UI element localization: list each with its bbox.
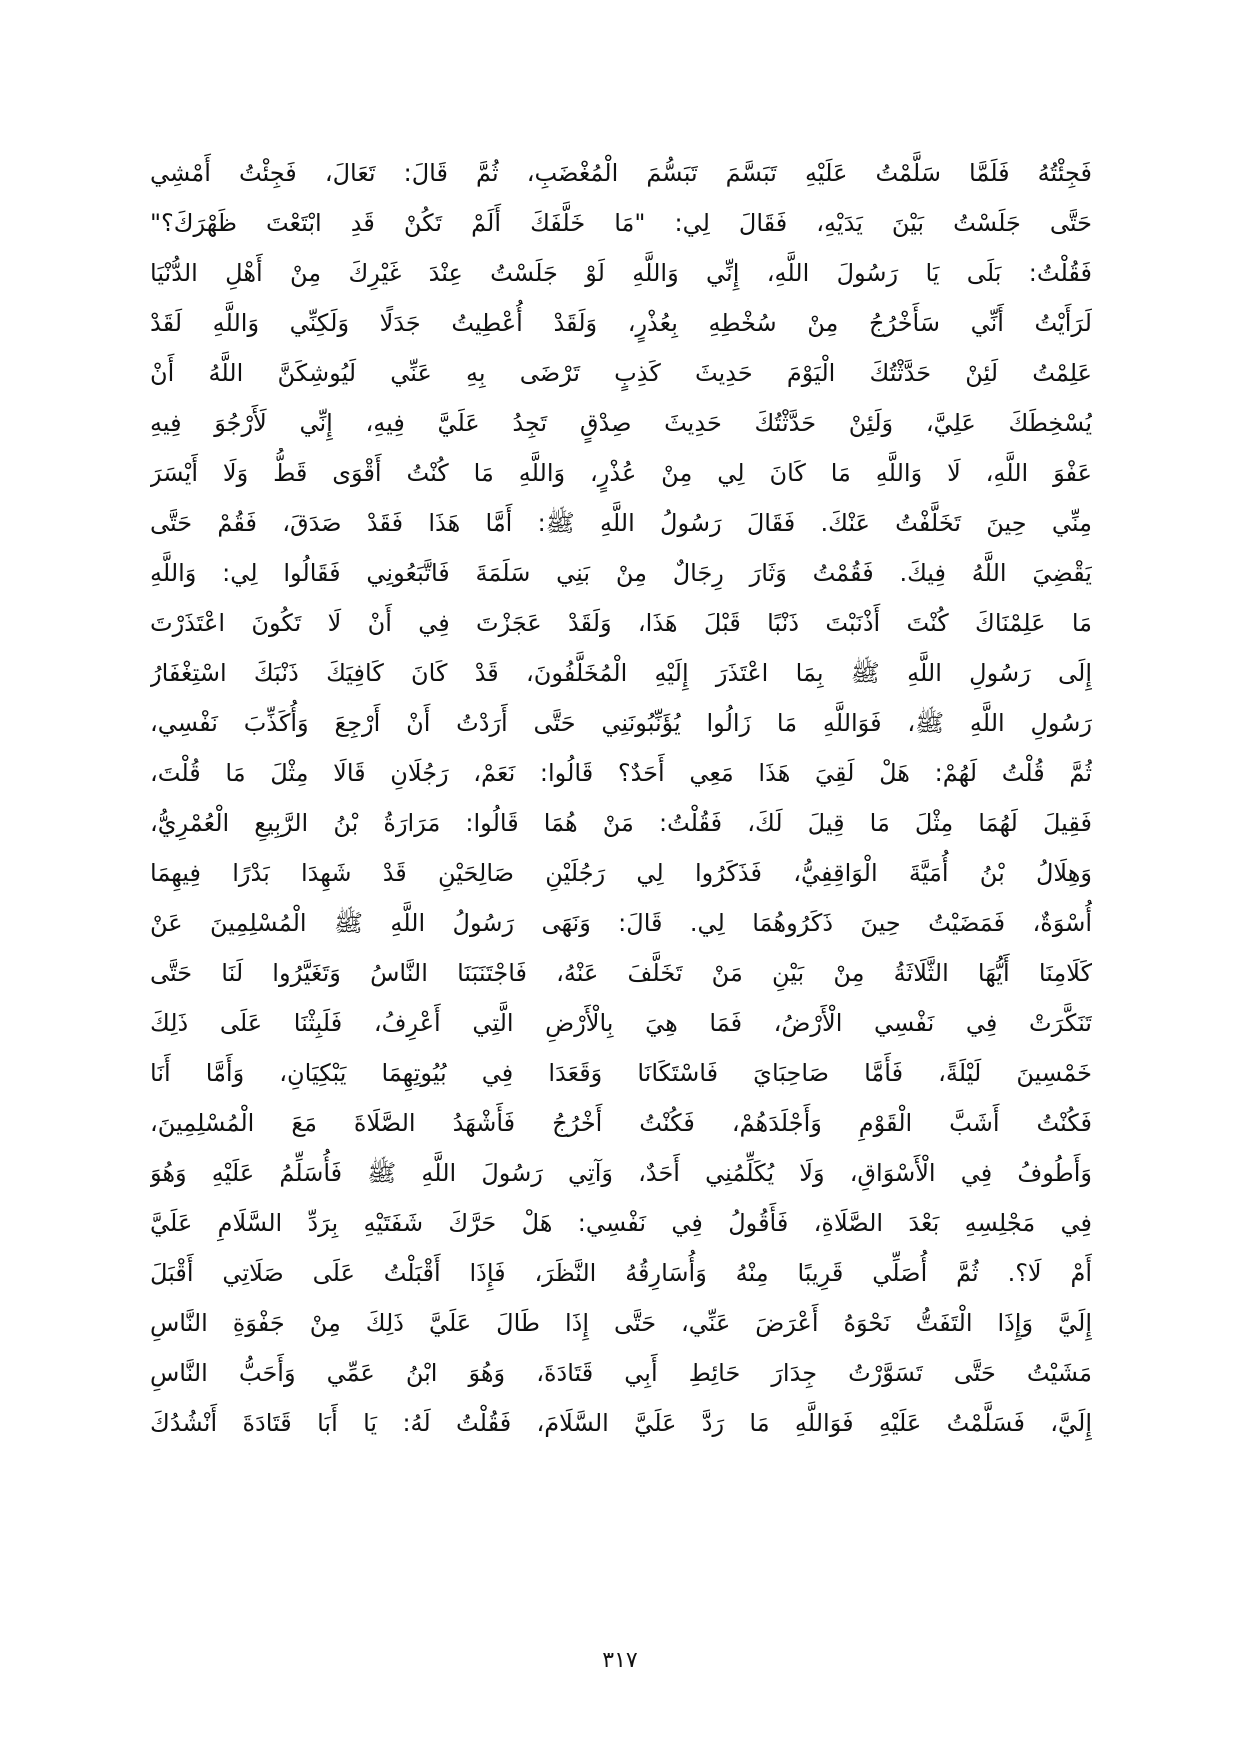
- text-line-13: ثُمَّ قُلْتُ لَهُمْ: هَلْ لَقِيَ هَذَا مَعِي أَحَدٌ؟ قَالُوا: نَعَمْ، رَجُلَانِ قَالَا مِثْلَ مَا قُلْتَ،: [150, 759, 1092, 787]
- text-line-3: فَقُلْتُ: بَلَى يَا رَسُولَ اللَّهِ، إِنِّي وَاللَّهِ لَوْ جَلَسْتُ عِنْدَ غَيْرِكَ مِنْ أَهْلِ الدُّنْيَا: [150, 259, 1092, 287]
- text-line-15: وَهِلَالُ بْنُ أُمَيَّةَ الْوَاقِفِيُّ، فَذَكَرُوا لِي رَجُلَيْنِ صَالِحَيْنِ قَدْ شَهِدَا بَدْرًا فِيهِمَا: [150, 859, 1092, 887]
- body-text: [150, 148, 1092, 1448]
- text-line-26: إِلَيَّ، فَسَلَّمْتُ عَلَيْهِ فَوَاللَّهِ مَا رَدَّ عَلَيَّ السَّلَامَ، فَقُلْتُ لَهُ: يَا أَبَا قَتَادَةَ أَنْشُدُكَ: [150, 1409, 1092, 1437]
- text-line-24: إِلَيَّ وَإِذَا الْتَفَتُّ نَحْوَهُ أَعْرَضَ عَنِّي، حَتَّى إِذَا طَالَ عَلَيَّ ذَلِكَ مِنْ جَفْوَةِ النَّاسِ: [150, 1309, 1092, 1337]
- text-line-6: يُسْخِطَكَ عَلِيَّ، وَلَئِنْ حَدَّثْتُكَ حَدِيثَ صِدْقٍ تَجِدُ عَلَيَّ فِيهِ، إِنِّي لَأَرْجُوَ فِيهِ: [150, 409, 1092, 437]
- text-line-9: يَقْضِيَ اللَّهُ فِيكَ. فَقُمْتُ وَثَارَ رِجَالٌ مِنْ بَنِي سَلَمَةَ فَاتَّبَعُونِي فَقَالُوا لِي: وَاللَّهِ: [150, 559, 1092, 587]
- text-line-23: أَمْ لَا؟. ثُمَّ أُصَلِّي قَرِيبًا مِنْهُ وَأُسَارِقُهُ النَّظَرَ، فَإِذَا أَقْبَلْتُ عَلَى صَلَاتِي أَقْبَلَ: [150, 1259, 1092, 1287]
- page-number: ٣١٧: [602, 1648, 638, 1673]
- text-line-22: فِي مَجْلِسِهِ بَعْدَ الصَّلَاةِ، فَأَقُولُ فِي نَفْسِي: هَلْ حَرَّكَ شَفَتَيْهِ بِرَدِّ السَّلَامِ عَلَيَّ: [150, 1209, 1092, 1237]
- text-line-11: إِلَى رَسُولِ اللَّهِ ﷺ بِمَا اعْتَذَرَ إِلَيْهِ الْمُخَلَّفُونَ، قَدْ كَانَ كَافِيَكَ ذَنْبَكَ اسْتِغْفَارُ: [150, 659, 1092, 687]
- text-line-2: حَتَّى جَلَسْتُ بَيْنَ يَدَيْهِ، فَقَالَ لِي: "مَا خَلَّفَكَ أَلَمْ تَكُنْ قَدِ ابْتَعْتَ ظَهْرَكَ؟": [150, 209, 1092, 237]
- text-line-10: مَا عَلِمْنَاكَ كُنْتَ أَذْنَبْتَ ذَنْبًا قَبْلَ هَذَا، وَلَقَدْ عَجَزْتَ فِي أَنْ لَا تَكُونَ اعْتَذَرْتَ: [150, 609, 1092, 637]
- text-line-19: خَمْسِينَ لَيْلَةً، فَأَمَّا صَاحِبَايَ فَاسْتَكَانَا وَقَعَدَا فِي بُيُوتِهِمَا يَبْكِيَانِ، وَأَمَّا أَنَا: [150, 1059, 1092, 1087]
- text-line-20: فَكُنْتُ أَشَبَّ الْقَوْمِ وَأَجْلَدَهُمْ، فَكُنْتُ أَخْرُجُ فَأَشْهَدُ الصَّلَاةَ مَعَ الْمُسْلِمِينَ،: [150, 1109, 1092, 1137]
- text-line-17: كَلَامِنَا أَيُّهَا الثَّلَاثَةُ مِنْ بَيْنِ مَنْ تَخَلَّفَ عَنْهُ، فَاجْتَنَبَنَا النَّاسُ وَتَغَيَّرُوا لَنَا حَتَّى: [150, 959, 1092, 987]
- text-line-8: مِنِّي حِينَ تَخَلَّفْتُ عَنْكَ. فَقَالَ رَسُولُ اللَّهِ ﷺ: أَمَّا هَذَا فَقَدْ صَدَقَ، فَقُمْ حَتَّى: [150, 509, 1092, 537]
- text-line-5: عَلِمْتُ لَئِنْ حَدَّثْتُكَ الْيَوْمَ حَدِيثَ كَذِبٍ تَرْضَى بِهِ عَنِّي لَيُوشِكَنَّ اللَّهُ أَنْ: [150, 359, 1092, 387]
- text-line-21: وَأَطُوفُ فِي الْأَسْوَاقِ، وَلَا يُكَلِّمُنِي أَحَدٌ، وَآتِي رَسُولَ اللَّهِ ﷺ فَأُسَلِّمُ عَلَيْهِ وَهُوَ: [150, 1159, 1092, 1187]
- text-line-7: عَفْوَ اللَّهِ، لَا وَاللَّهِ مَا كَانَ لِي مِنْ عُذْرٍ، وَاللَّهِ مَا كُنْتُ أَقْوَى قَطُّ وَلَا أَيْسَرَ: [150, 459, 1092, 487]
- text-line-18: تَنَكَّرَتْ فِي نَفْسِي الْأَرْضُ، فَمَا هِيَ بِالْأَرْضِ الَّتِي أَعْرِفُ، فَلَبِثْنَا عَلَى ذَلِكَ: [150, 1009, 1092, 1037]
- text-line-4: لَرَأَيْتُ أَنِّي سَأَخْرُجُ مِنْ سُخْطِهِ بِعُذْرٍ، وَلَقَدْ أُعْطِيتُ جَدَلًا وَلَكِنِّي وَاللَّهِ لَقَدْ: [150, 309, 1092, 337]
- text-line-14: فَقِيلَ لَهُمَا مِثْلَ مَا قِيلَ لَكَ، فَقُلْتُ: مَنْ هُمَا قَالُوا: مَرَارَةُ بْنُ الرَّبِيعِ الْعُمْرِيُّ،: [150, 809, 1092, 837]
- text-line-25: مَشَيْتُ حَتَّى تَسَوَّرْتُ جِدَارَ حَائِطِ أَبِي قَتَادَةَ، وَهُوَ ابْنُ عَمِّي وَأَحَبُّ النَّاسِ: [150, 1359, 1092, 1387]
- text-line-12: رَسُولِ اللَّهِ ﷺ، فَوَاللَّهِ مَا زَالُوا يُؤَنِّبُونَنِي حَتَّى أَرَدْتُ أَنْ أَرْجِعَ وَأُكَذِّبَ نَفْسِي،: [150, 709, 1092, 737]
- text-line-16: أُسْوَةٌ، فَمَضَيْتُ حِينَ ذَكَرُوهُمَا لِي. قَالَ: وَنَهَى رَسُولُ اللَّهِ ﷺ الْمُسْلِمِينَ عَنْ: [150, 909, 1092, 937]
- text-line-1: فَجِئْتُهُ فَلَمَّا سَلَّمْتُ عَلَيْهِ تَبَسَّمَ تَبَسُّمَ الْمُغْضَبِ، ثُمَّ قَالَ: تَعَالَ، فَجِئْتُ أَمْشِي: [150, 159, 1092, 187]
